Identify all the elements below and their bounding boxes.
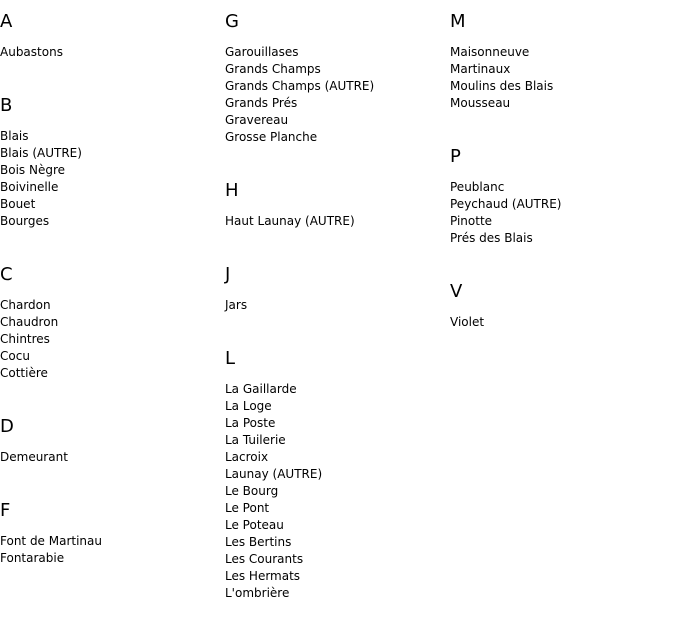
entry-link-peychaud-autre[interactable]: Peychaud (AUTRE) <box>450 197 562 211</box>
letter-group-b <box>0 84 220 253</box>
letter-heading-b: B <box>0 95 13 116</box>
index-column-3 <box>450 0 670 354</box>
list-item <box>0 162 220 179</box>
letter-heading-l: L <box>225 348 236 369</box>
letter-group-g <box>225 0 445 169</box>
letter-heading-h: H <box>225 180 239 201</box>
list-item <box>225 466 445 483</box>
entry-link-bouet[interactable]: Bouet <box>0 197 36 211</box>
list-item <box>225 551 445 568</box>
list-item <box>450 61 670 78</box>
letter-heading-f: F <box>0 500 11 521</box>
list-item <box>450 196 670 213</box>
letter-group-a <box>0 0 220 84</box>
entry-link-demeurant[interactable]: Demeurant <box>0 450 68 464</box>
entry-link-violet[interactable]: Violet <box>450 315 485 329</box>
entry-link-le-pont[interactable]: Le Pont <box>225 501 270 515</box>
list-item <box>450 78 670 95</box>
list-item <box>225 432 445 449</box>
entry-link-chardon[interactable]: Chardon <box>0 298 51 312</box>
list-item <box>225 44 445 61</box>
entry-link-lacroix[interactable]: Lacroix <box>225 450 269 464</box>
entry-link-pres-des-blais[interactable]: Prés des Blais <box>450 231 533 245</box>
entry-link-la-loge[interactable]: La Loge <box>225 399 272 413</box>
entry-link-gravereau[interactable]: Gravereau <box>225 113 289 127</box>
list-item <box>0 179 220 196</box>
letter-heading-g: G <box>225 11 239 32</box>
entry-link-bourges[interactable]: Bourges <box>0 214 50 228</box>
entry-list <box>225 203 445 253</box>
list-item <box>225 381 445 398</box>
entry-link-chintres[interactable]: Chintres <box>0 332 50 346</box>
entry-list <box>450 304 670 354</box>
list-item <box>225 517 445 534</box>
list-item <box>225 398 445 415</box>
entry-link-chaudron[interactable]: Chaudron <box>0 315 59 329</box>
list-item <box>0 331 220 348</box>
list-item <box>225 500 445 517</box>
list-item <box>225 483 445 500</box>
entry-link-launay-autre[interactable]: Launay (AUTRE) <box>225 467 323 481</box>
entry-list <box>0 287 220 405</box>
entry-list <box>0 439 220 489</box>
letter-group-p <box>450 135 670 270</box>
list-item <box>225 449 445 466</box>
entry-link-mousseau[interactable]: Mousseau <box>450 96 511 110</box>
entry-link-le-bourg[interactable]: Le Bourg <box>225 484 279 498</box>
letter-heading-d: D <box>0 416 14 437</box>
letter-heading-c: C <box>0 264 13 285</box>
list-item <box>225 78 445 95</box>
list-item <box>0 213 220 230</box>
letter-group-v <box>450 270 670 354</box>
letter-group-c <box>0 253 220 405</box>
list-item <box>0 128 220 145</box>
index-column-1 <box>0 0 220 590</box>
letter-heading-a: A <box>0 11 13 32</box>
list-item <box>0 449 220 466</box>
letter-heading-v: V <box>450 281 463 302</box>
entry-link-fontarabie[interactable]: Fontarabie <box>0 551 65 565</box>
list-item <box>450 230 670 247</box>
entry-link-blais-autre[interactable]: Blais (AUTRE) <box>0 146 82 160</box>
letter-heading-p: P <box>450 146 461 167</box>
list-item <box>0 145 220 162</box>
list-item <box>225 534 445 551</box>
list-item <box>225 297 445 314</box>
entry-link-haut-launay-autre[interactable]: Haut Launay (AUTRE) <box>225 214 355 228</box>
entry-link-cocu[interactable]: Cocu <box>0 349 30 363</box>
list-item <box>0 196 220 213</box>
entry-link-pinotte[interactable]: Pinotte <box>450 214 493 228</box>
list-item <box>0 348 220 365</box>
list-item <box>0 297 220 314</box>
list-item <box>0 533 220 550</box>
entry-link-font-de-martinau[interactable]: Font de Martinau <box>0 534 102 548</box>
entry-link-le-poteau[interactable]: Le Poteau <box>225 518 284 532</box>
entry-link-grands-pres[interactable]: Grands Prés <box>225 96 298 110</box>
entry-link-peublanc[interactable]: Peublanc <box>450 180 505 194</box>
letter-heading-m: M <box>450 11 466 32</box>
entry-list <box>0 118 220 253</box>
list-item <box>225 585 445 602</box>
entry-list <box>0 34 220 84</box>
entry-link-cottiere[interactable]: Cottière <box>0 366 48 380</box>
entry-list <box>225 371 445 625</box>
list-item <box>0 44 220 61</box>
letter-heading-j: J <box>225 264 231 285</box>
entry-link-grands-champs[interactable]: Grands Champs <box>225 62 321 76</box>
list-item <box>0 550 220 567</box>
list-item <box>225 129 445 146</box>
list-item <box>0 365 220 382</box>
entry-link-la-tuilerie[interactable]: La Tuilerie <box>225 433 286 447</box>
list-item <box>450 95 670 112</box>
entry-link-martinaux[interactable]: Martinaux <box>450 62 511 76</box>
index-column-2 <box>225 0 445 625</box>
entry-link-maisonneuve[interactable]: Maisonneuve <box>450 45 530 59</box>
entry-list <box>225 287 445 337</box>
list-item <box>450 44 670 61</box>
entry-link-grands-champs-autre[interactable]: Grands Champs (AUTRE) <box>225 79 375 93</box>
list-item <box>225 213 445 230</box>
letter-group-l <box>225 337 445 625</box>
entry-link-moulins-des-blais[interactable]: Moulins des Blais <box>450 79 554 93</box>
entry-link-la-gaillarde[interactable]: La Gaillarde <box>225 382 297 396</box>
entry-link-les-courants[interactable]: Les Courants <box>225 552 304 566</box>
entry-link-les-hermats[interactable]: Les Hermats <box>225 569 301 583</box>
entry-link-grosse-planche[interactable]: Grosse Planche <box>225 130 318 144</box>
letter-group-j <box>225 253 445 337</box>
list-item <box>0 314 220 331</box>
entry-link-garouillases[interactable]: Garouillases <box>225 45 299 59</box>
letter-group-d <box>0 405 220 489</box>
entry-link-la-poste[interactable]: La Poste <box>225 416 276 430</box>
list-item <box>225 568 445 585</box>
list-item <box>225 95 445 112</box>
list-item <box>225 415 445 432</box>
entry-link-aubastons[interactable]: Aubastons <box>0 45 63 59</box>
entry-list <box>225 34 445 169</box>
letter-group-h <box>225 169 445 253</box>
list-item <box>450 314 670 331</box>
entry-link-blais[interactable]: Blais <box>0 129 29 143</box>
entry-link-jars[interactable]: Jars <box>225 298 248 312</box>
entry-link-bois-negre[interactable]: Bois Nègre <box>0 163 66 177</box>
list-item <box>225 61 445 78</box>
entry-link-boivinelle[interactable]: Boivinelle <box>0 180 59 194</box>
list-item <box>450 213 670 230</box>
letter-group-f <box>0 489 220 590</box>
entry-link-les-bertins[interactable]: Les Bertins <box>225 535 292 549</box>
list-item <box>225 112 445 129</box>
letter-group-m <box>450 0 670 135</box>
entry-list <box>450 34 670 135</box>
list-item <box>450 179 670 196</box>
entry-list <box>450 169 670 270</box>
entry-link-l-ombriere[interactable]: L'ombrière <box>225 586 290 600</box>
